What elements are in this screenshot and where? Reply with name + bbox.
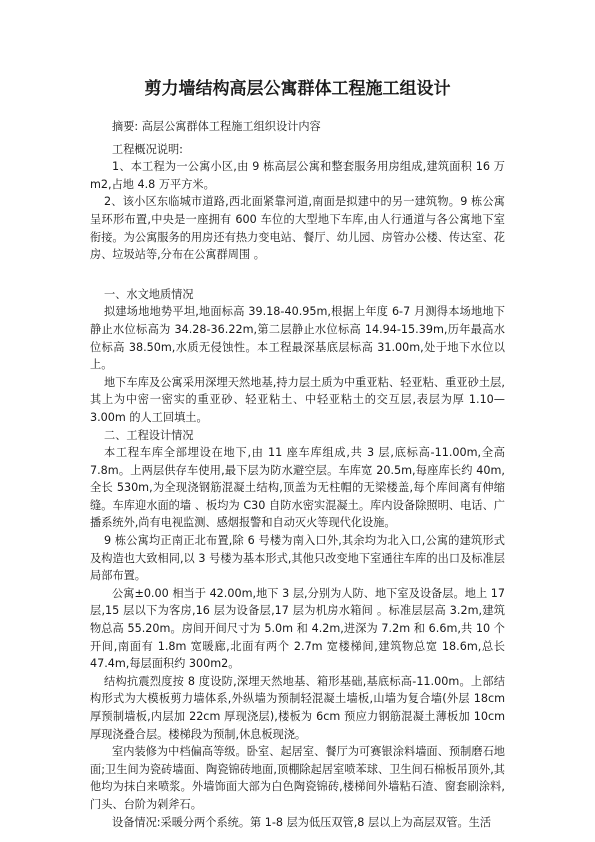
- section-heading-hydrogeology: 一、水文地质情况: [104, 287, 194, 301]
- design-paragraph-4: 结构抗震烈度按 8 度设防,深埋天然地基、箱形基础,基底标高-11.00m。上部结构形式为大模板剪力墙体系,外纵墙为预制轻混凝土墙板,山墙为复合墙(外层 18cm 厚预制墙板,内层加 22cm 厚现浇层),楼板为 6cm 预应力钢筋混凝土薄板加 10cm 厚现浇叠合层。楼梯段为预制,休息板现浇。: [90, 674, 505, 741]
- hydrogeology-paragraph-2: 地下车库及公寓采用深埋天然地基,持力层土质为中重亚粘、轻亚粘、重亚砂土层,其上为中密一密实的重亚砂、轻亚粘土、中轻亚粘土的交互层,表层为厚 1.10—3.00m 的人工回填土。: [90, 375, 505, 424]
- overview-heading: 工程概况说明:: [112, 142, 183, 156]
- document-title: 剪力墙结构高层公寓群体工程施工组设计: [144, 79, 451, 99]
- design-paragraph-2: 9 栋公寓均正南正北布置,除 6 号楼为南入口外,其余均为北入口,公寓的建筑形式及构造也大致相同,以 3 号楼为基本形式,其他只改变地下室通往车库的出口及标准层局部布置。: [90, 534, 505, 583]
- design-paragraph-6: 设备情况:采暖分两个系统。第 1-8 层为低压双管,8 层以上为高层双管。生活: [112, 815, 492, 829]
- overview-paragraph-2: 2、该小区东临城市道路,西北面紧靠河道,南面是拟建中的另一建筑物。9 栋公寓呈环形布置,中央是一座拥有 600 车位的大型地下车库,由人行通道与各公寓地下室衔接。为公寓服务的用房还有热力变电站、餐厅、幼儿园、房管办公楼、传达室、花房、垃圾站等,分布在公寓群周围 。: [90, 195, 505, 262]
- design-paragraph-3: 公寓±0.00 相当于 42.00m,地下 3 层,分别为人防、地下室及设备层。地上 17 层,15 层以下为客房,16 层为设备层,17 层为机房水箱间 。标准层层高 3.2m,建筑物总高 55.20m。房间开间尺寸为 5.0m 和 4.2m,进深为 7.2m 和 6.6m,共 10 个开间,南面有 1.8m 宽暖廊,北面有两个 2.7m 宽楼梯间,建筑物总宽 18.6m,总长 47.4m,每层面积约 300m2。: [90, 586, 505, 671]
- hydrogeology-paragraph-1: 拟建场地地势平坦,地面标高 39.18-40.95m,根据上年度 6-7 月测得本场地地下静止水位标高为 34.28-36.22m,第二层静止水位标高 14.94-15.39m,历年最高水位标高 38.50m,水质无侵蚀性。本工程最深基底层标高 31.00m,处于地下水位以上。: [90, 305, 505, 372]
- overview-paragraph-1: 1、本工程为一公寓小区,由 9 栋高层公寓和整套服务用房组成,建筑面积 16 万 m2,占地 4.8 万平方米。: [90, 160, 505, 191]
- design-paragraph-1: 本工程车库全部埋设在地下,由 11 座车库组成,共 3 层,底标高-11.00m,全高 7.8m。上两层供存车使用,最下层为防水避空层。车库宽 20.5m,每座库长约 40m,全长 530m,为全现浇钢筋混凝土结构,顶盖为无柱帽的无梁楼盖,每个库间离有伸缩缝。车库迎水面的墙 、板均为 C30 自防水密实混凝土。库内设备除照明、电话、广播系统外,尚有电视监测、感烟报警和自动灭火等现代化设施。: [90, 446, 505, 530]
- section-heading-design: 二、工程设计情况: [104, 428, 194, 442]
- abstract-line: 摘要: 高层公寓群体工程施工组织设计内容: [112, 120, 321, 133]
- design-paragraph-5: 室内装修为中档偏高等级。卧室、起居室、餐厅为可赛银涂料墙面、预制磨石地面;卫生间为瓷砖墙面、陶瓷锦砖地面,顶棚除起居室喷苯球、卫生间石棉板吊顶外,其他均为抹白来喷浆。外墙饰面大部为白色陶瓷锦砖,楼梯间外墙粘石渣、窗套刷涂料,门头、台阶为剁斧石。: [90, 745, 505, 811]
